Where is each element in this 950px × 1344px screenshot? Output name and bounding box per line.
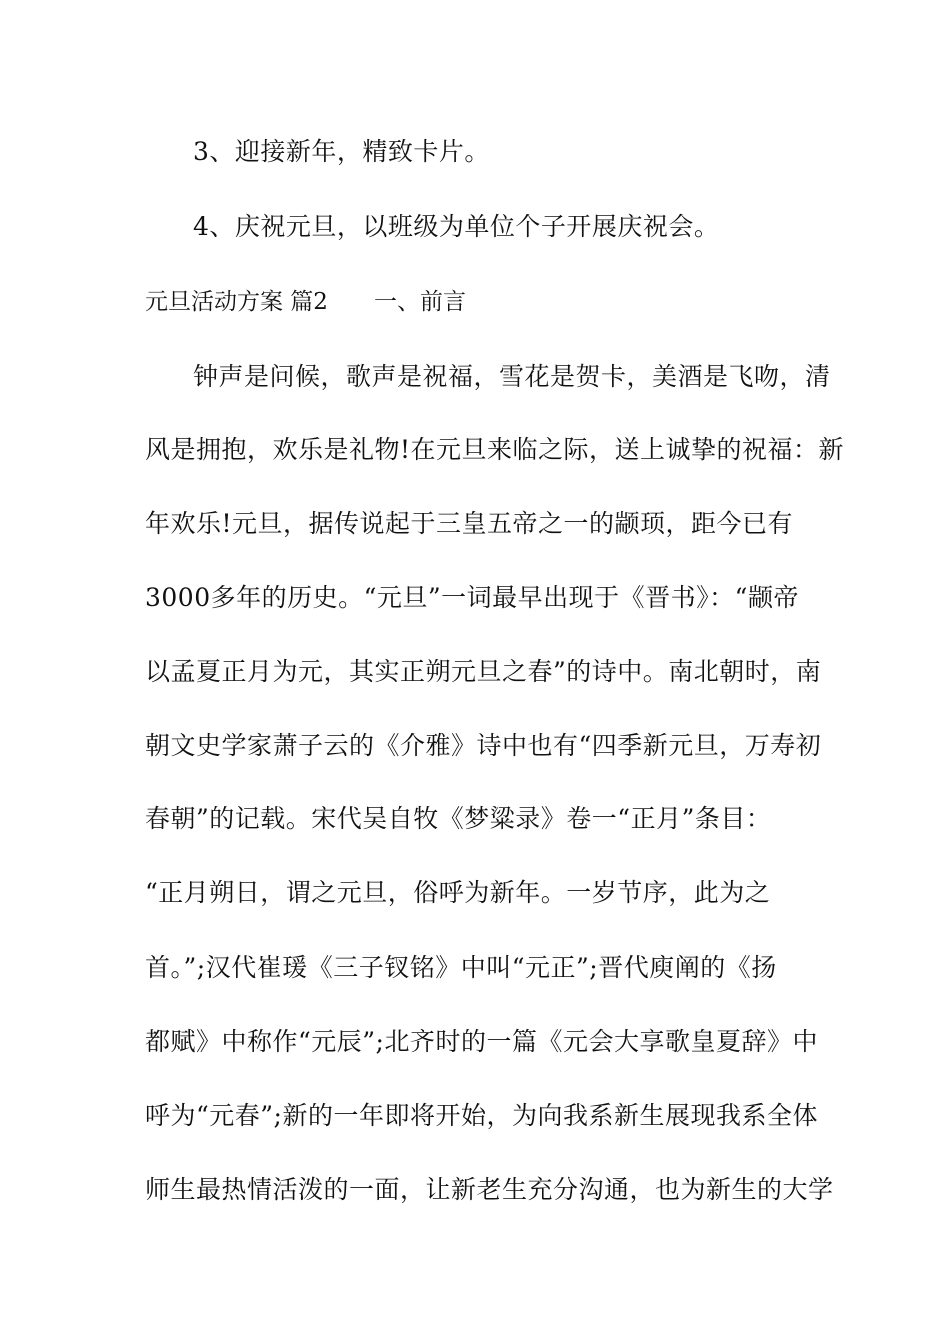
paragraph-line: 3000多年的历史。“元旦”一词最早出现于《晋书》：“颛帝 — [145, 583, 799, 612]
paragraph-line: “正月朔日，谓之元旦，俗呼为新年。一岁节序，此为之 — [145, 878, 771, 907]
paragraph-line: 风是拥抱，欢乐是礼物!在元旦来临之际，送上诚挚的祝福：新 — [145, 435, 845, 464]
paragraph-line: 春朝”的记载。宋代吴自牧《梦粱录》卷一“正月”条目： — [145, 804, 772, 833]
plan-title: 元旦活动方案 篇2 — [145, 289, 328, 315]
paragraph-line: 师生最热情活泼的一面，让新老生充分沟通，也为新生的大学 — [145, 1175, 834, 1204]
list-item-3: 3、迎接新年，精致卡片。 — [193, 137, 490, 166]
paragraph-line: 年欢乐!元旦，据传说起于三皇五帝之一的颛顼，距今已有 — [145, 509, 794, 538]
list-item-4: 4、庆祝元旦，以班级为单位个子开展庆祝会。 — [193, 212, 720, 241]
paragraph-line: 钟声是问候，歌声是祝福，雪花是贺卡，美酒是飞吻，清 — [193, 362, 831, 391]
paragraph-line: 以孟夏正月为元，其实正朔元旦之春”的诗中。南北朝时，南 — [145, 657, 822, 686]
paragraph-line: 呼为“元春”;新的一年即将开始，为向我系新生展现我系全体 — [145, 1101, 818, 1130]
paragraph-line: 首。”;汉代崔瑗《三子钗铭》中叫“元正”;晋代庾阐的《扬 — [145, 953, 777, 982]
section-title: 一、前言 — [373, 289, 466, 315]
paragraph-line: 都赋》中称作“元辰”;北齐时的一篇《元会大享歌皇夏辞》中 — [145, 1027, 818, 1056]
section-heading — [145, 284, 466, 320]
paragraph-line: 朝文史学家萧子云的《介雅》诗中也有“四季新元旦，万寿初 — [145, 731, 822, 760]
